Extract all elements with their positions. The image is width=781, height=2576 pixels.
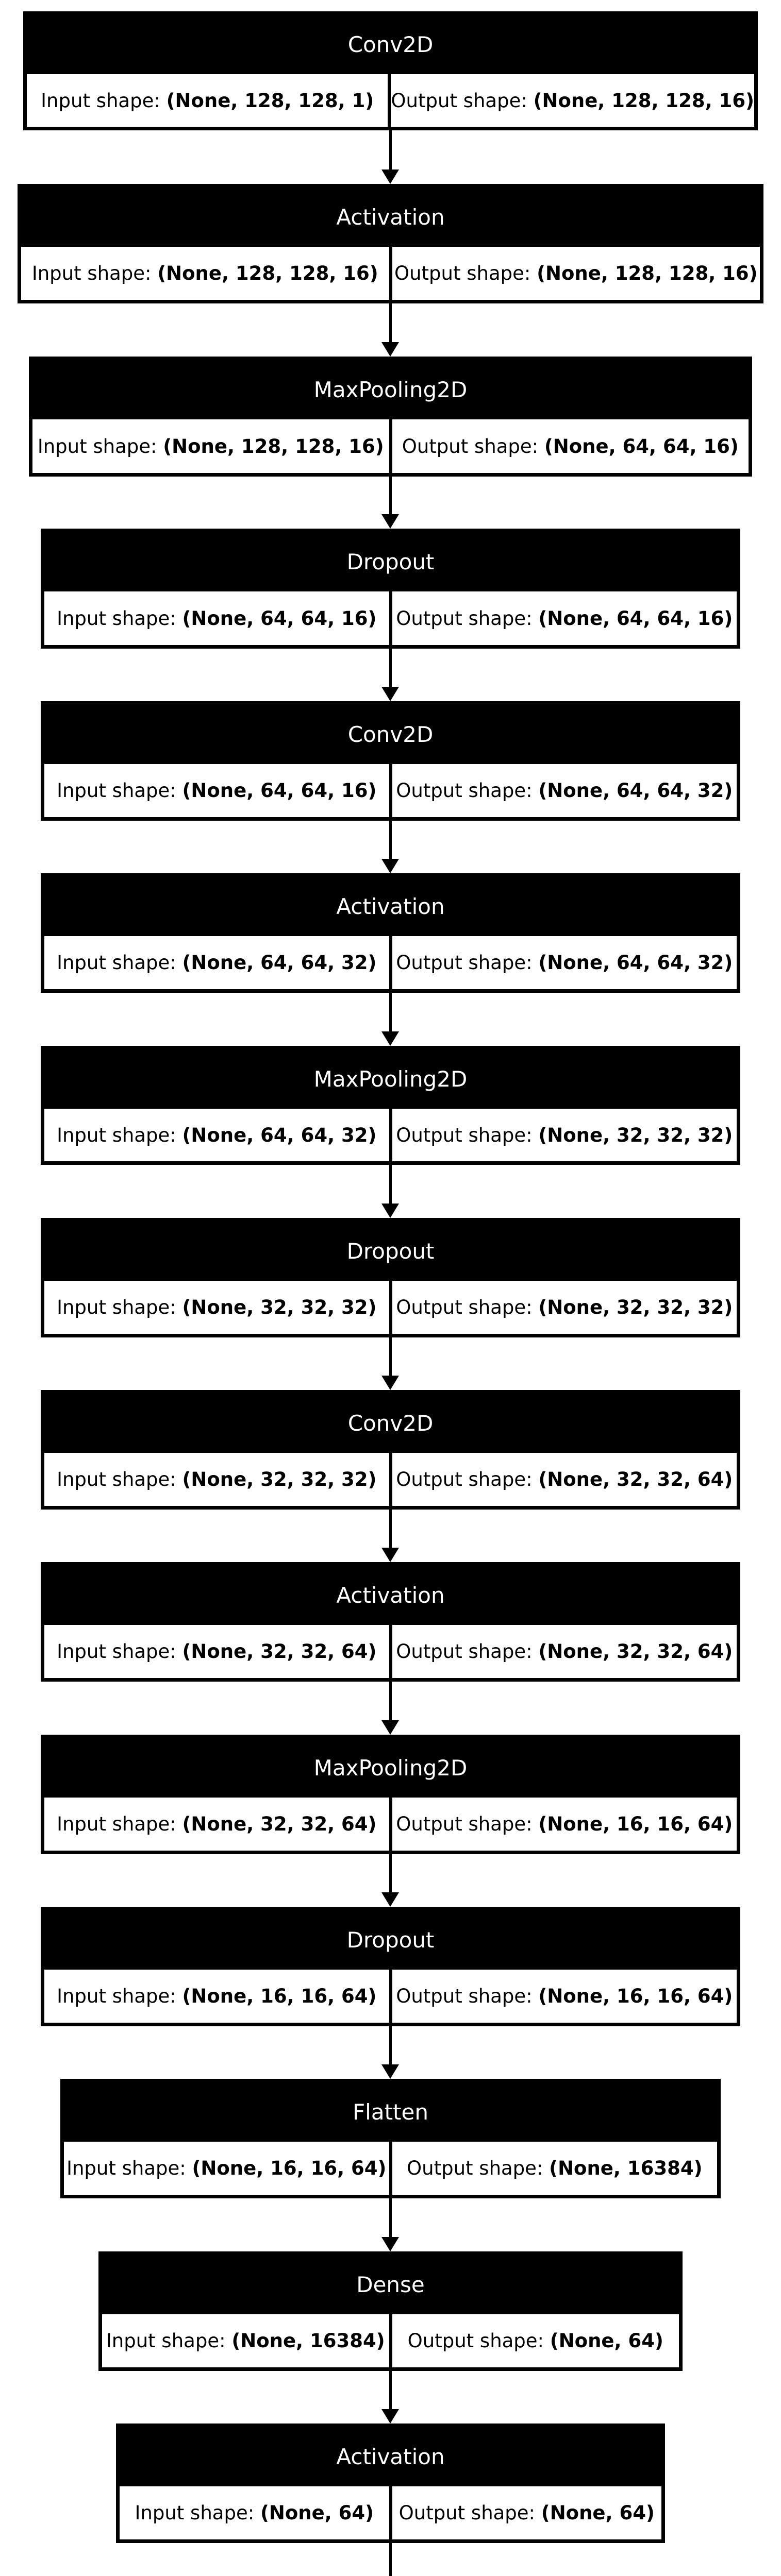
output-shape: [392, 1970, 737, 2023]
layer-name: Dropout: [44, 1910, 737, 1970]
input-shape-label: Input shape:: [57, 1468, 176, 1490]
input-shape-label: Input shape:: [57, 1296, 176, 1318]
connector-arrow: [381, 1854, 399, 1907]
output-shape: [392, 591, 737, 645]
output-shape-value: (None, 64, 64, 32): [538, 779, 733, 802]
layer-shapes-row: [44, 764, 737, 817]
output-shape-label: Output shape:: [396, 1124, 533, 1146]
layer-shapes-row: [120, 2486, 661, 2539]
input-shape-value: (None, 32, 32, 32): [182, 1468, 377, 1490]
input-shape-value: (None, 64, 64, 32): [182, 952, 377, 974]
input-shape: [102, 2314, 389, 2367]
layer-name: MaxPooling2D: [44, 1049, 737, 1109]
layer-shapes-row: [44, 1798, 737, 1851]
output-shape: [392, 419, 749, 473]
input-shape-label: Input shape:: [57, 779, 176, 802]
arrow-shaft: [389, 2543, 392, 2576]
output-shape: [392, 764, 737, 817]
input-shape-label: Input shape:: [57, 1813, 176, 1835]
layer-shapes-row: [44, 1109, 737, 1161]
layer-name: Activation: [120, 2427, 661, 2486]
connector-arrow: [381, 303, 399, 357]
input-shape: [32, 419, 389, 473]
layer-shapes-row: [44, 1625, 737, 1678]
arrow-shaft: [389, 1337, 392, 1378]
arrow-head-icon: [381, 859, 399, 873]
arrow-shaft: [389, 2026, 392, 2066]
input-shape: [44, 1970, 389, 2023]
output-shape-label: Output shape:: [396, 1985, 533, 2007]
output-shape-label: Output shape:: [396, 607, 533, 630]
connector-arrow: [381, 477, 399, 529]
arrow-head-icon: [381, 2409, 399, 2424]
input-shape-label: Input shape:: [67, 2157, 186, 2179]
input-shape-value: (None, 32, 32, 64): [182, 1813, 377, 1835]
connector-arrow: [381, 1682, 399, 1735]
layer-box: [41, 1046, 740, 1165]
arrow-shaft: [389, 130, 392, 172]
output-shape-label: Output shape:: [402, 435, 539, 457]
arrow-shaft: [389, 821, 392, 861]
output-shape-value: (None, 16, 16, 64): [538, 1813, 733, 1835]
connector-arrow: [381, 2198, 399, 2251]
input-shape: [44, 1625, 389, 1678]
input-shape-value: (None, 32, 32, 32): [182, 1296, 377, 1318]
arrow-head-icon: [381, 1204, 399, 1218]
connector-arrow: [381, 1510, 399, 1562]
arrow-head-icon: [381, 342, 399, 357]
layer-name: MaxPooling2D: [44, 1738, 737, 1798]
connector-arrow: [381, 2371, 399, 2424]
arrow-shaft: [389, 1165, 392, 1206]
output-shape-value: (None, 64, 64, 16): [544, 435, 739, 457]
input-shape: [44, 936, 389, 989]
input-shape: [21, 247, 389, 300]
output-shape-value: (None, 64, 64, 16): [538, 607, 733, 630]
input-shape: [44, 1453, 389, 1506]
input-shape-value: (None, 32, 32, 64): [182, 1640, 377, 1663]
output-shape-value: (None, 128, 128, 16): [537, 262, 758, 284]
layer-box: [18, 184, 763, 303]
layer-shapes-row: [44, 1281, 737, 1334]
output-shape-label: Output shape:: [396, 1468, 533, 1490]
input-shape-label: Input shape:: [41, 89, 160, 112]
arrow-shaft: [389, 1682, 392, 1722]
arrow-head-icon: [381, 1892, 399, 1907]
output-shape-value: (None, 64): [541, 2502, 655, 2524]
output-shape-label: Output shape:: [396, 1813, 533, 1835]
input-shape-value: (None, 128, 128, 1): [166, 89, 374, 112]
layer-shapes-row: [21, 247, 760, 300]
layer-box: [41, 873, 740, 993]
layer-box: [41, 1907, 740, 2026]
layer-shapes-row: [102, 2314, 679, 2367]
arrow-head-icon: [381, 170, 399, 184]
layer-box: [116, 2424, 665, 2543]
output-shape: [392, 1109, 737, 1161]
layer-name: Dropout: [44, 1222, 737, 1281]
input-shape-value: (None, 16, 16, 64): [182, 1985, 377, 2007]
layer-shapes-row: [27, 74, 754, 127]
arrow-head-icon: [381, 1720, 399, 1735]
input-shape: [44, 1109, 389, 1161]
output-shape-label: Output shape:: [407, 2157, 543, 2179]
output-shape-value: (None, 32, 32, 32): [538, 1124, 733, 1146]
layer-box: [29, 357, 752, 477]
output-shape-label: Output shape:: [396, 1296, 533, 1318]
layer-box: [41, 1562, 740, 1682]
output-shape: [392, 247, 760, 300]
output-shape-value: (None, 64): [550, 2330, 663, 2352]
arrow-shaft: [389, 649, 392, 689]
output-shape-value: (None, 16, 16, 64): [538, 1985, 733, 2007]
connector-arrow: [381, 1337, 399, 1390]
output-shape: [392, 2314, 679, 2367]
connector-arrow: [381, 2543, 399, 2576]
arrow-shaft: [389, 1510, 392, 1550]
layer-name: Flatten: [64, 2082, 717, 2142]
arrow-shaft: [389, 2371, 392, 2411]
connector-arrow: [381, 649, 399, 701]
arrow-shaft: [389, 303, 392, 344]
connector-arrow: [381, 1165, 399, 1218]
layer-shapes-row: [44, 591, 737, 645]
output-shape-label: Output shape:: [391, 89, 527, 112]
input-shape: [44, 1798, 389, 1851]
layer-shapes-row: [44, 1970, 737, 2023]
output-shape-value: (None, 16384): [549, 2157, 703, 2179]
layer-box: [98, 2251, 683, 2371]
input-shape-value: (None, 128, 128, 16): [157, 262, 378, 284]
input-shape-label: Input shape:: [37, 435, 157, 457]
input-shape-value: (None, 16384): [231, 2330, 385, 2352]
output-shape-value: (None, 64, 64, 32): [538, 952, 733, 974]
input-shape-value: (None, 64, 64, 16): [182, 779, 377, 802]
connector-arrow: [381, 2026, 399, 2079]
layer-box: [60, 2079, 721, 2198]
layer-shapes-row: [44, 1453, 737, 1506]
layer-name: Activation: [21, 188, 760, 247]
connector-arrow: [381, 130, 399, 184]
output-shape-value: (None, 32, 32, 32): [538, 1296, 733, 1318]
output-shape-value: (None, 128, 128, 16): [533, 89, 754, 112]
output-shape-label: Output shape:: [398, 2502, 536, 2524]
output-shape-label: Output shape:: [396, 779, 533, 802]
layer-name: Conv2D: [44, 705, 737, 764]
input-shape-label: Input shape:: [31, 262, 152, 284]
arrow-head-icon: [381, 514, 399, 529]
layer-name: Conv2D: [27, 15, 754, 74]
layer-box: [41, 1735, 740, 1854]
input-shape-label: Input shape:: [57, 1640, 176, 1663]
output-shape: [392, 1453, 737, 1506]
layer-box: [41, 1218, 740, 1337]
input-shape-label: Input shape:: [135, 2502, 255, 2524]
layer-box: [41, 701, 740, 821]
input-shape-value: (None, 64, 64, 32): [182, 1124, 377, 1146]
layer-name: MaxPooling2D: [32, 360, 749, 419]
arrow-head-icon: [381, 1548, 399, 1562]
arrow-head-icon: [381, 1031, 399, 1046]
input-shape: [64, 2142, 389, 2195]
input-shape-label: Input shape:: [57, 1124, 176, 1146]
input-shape-label: Input shape:: [57, 607, 176, 630]
layer-shapes-row: [44, 936, 737, 989]
output-shape-label: Output shape:: [396, 1640, 533, 1663]
layer-box: [41, 529, 740, 649]
output-shape-value: (None, 32, 32, 64): [538, 1640, 733, 1663]
layer-box: [23, 11, 758, 130]
arrow-shaft: [389, 1854, 392, 1894]
arrow-head-icon: [381, 2064, 399, 2079]
input-shape: [120, 2486, 389, 2539]
arrow-shaft: [389, 2198, 392, 2239]
arrow-head-icon: [381, 2237, 399, 2251]
connector-arrow: [381, 993, 399, 1046]
output-shape: [392, 2486, 662, 2539]
arrow-shaft: [389, 477, 392, 516]
output-shape-label: Output shape:: [407, 2330, 544, 2352]
input-shape-value: (None, 64, 64, 16): [182, 607, 377, 630]
output-shape: [391, 74, 754, 127]
layer-name: Activation: [44, 877, 737, 936]
arrow-head-icon: [381, 687, 399, 701]
input-shape-label: Input shape:: [106, 2330, 226, 2352]
input-shape: [44, 764, 389, 817]
layer-name: Dense: [102, 2255, 679, 2314]
output-shape-label: Output shape:: [396, 952, 533, 974]
layer-name: Activation: [44, 1566, 737, 1625]
output-shape: [392, 1798, 737, 1851]
output-shape: [392, 2142, 718, 2195]
input-shape: [44, 591, 389, 645]
input-shape-label: Input shape:: [57, 952, 176, 974]
output-shape: [392, 1281, 737, 1334]
input-shape-value: (None, 128, 128, 16): [163, 435, 384, 457]
input-shape: [27, 74, 388, 127]
arrow-shaft: [389, 993, 392, 1033]
output-shape: [392, 1625, 737, 1678]
output-shape-value: (None, 32, 32, 64): [538, 1468, 733, 1490]
arrow-head-icon: [381, 1376, 399, 1390]
layer-name: Dropout: [44, 532, 737, 591]
input-shape-value: (None, 64): [260, 2502, 374, 2524]
output-shape-label: Output shape:: [394, 262, 531, 284]
input-shape: [44, 1281, 389, 1334]
layer-shapes-row: [32, 419, 749, 473]
input-shape-value: (None, 16, 16, 64): [192, 2157, 387, 2179]
layer-name: Conv2D: [44, 1394, 737, 1453]
layer-box: [41, 1390, 740, 1510]
output-shape: [392, 936, 737, 989]
input-shape-label: Input shape:: [57, 1985, 176, 2007]
connector-arrow: [381, 821, 399, 873]
layer-shapes-row: [64, 2142, 717, 2195]
